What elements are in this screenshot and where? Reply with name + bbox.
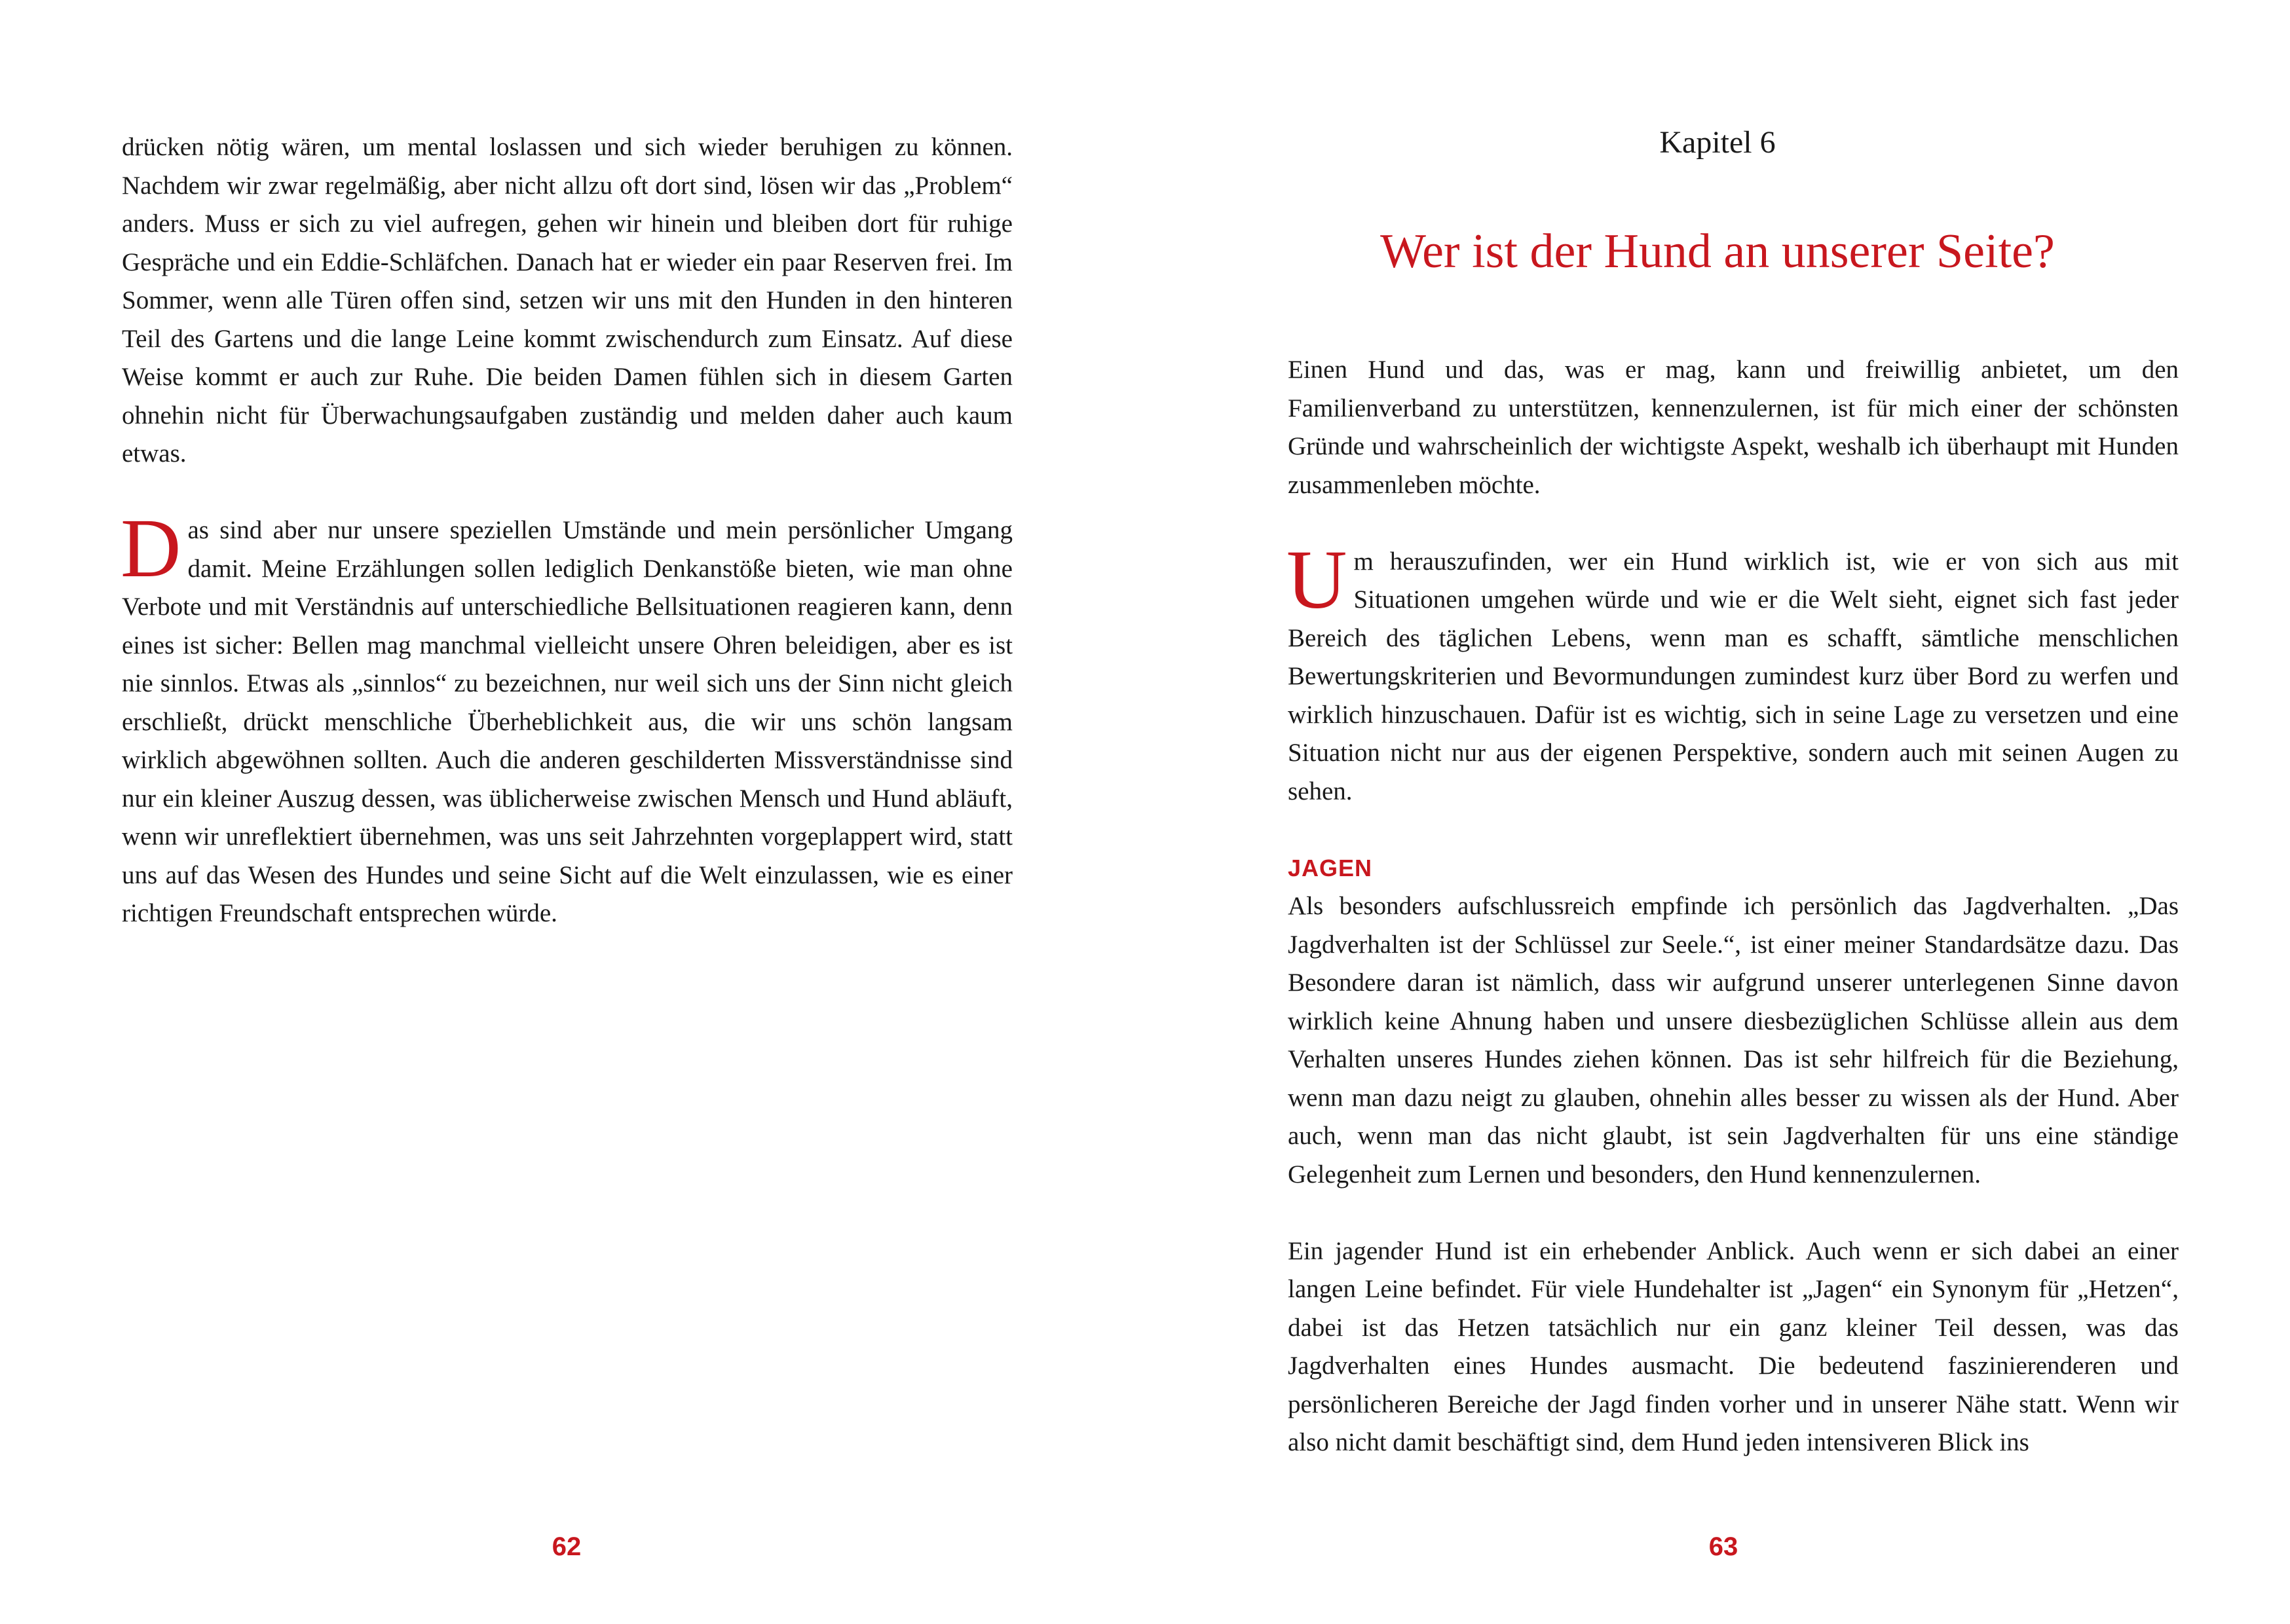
section-heading: JAGEN	[1288, 854, 1373, 881]
chapter-title: Wer ist der Hund an unserer Seite?	[1380, 225, 2055, 278]
paragraph-text: m herauszufinden, wer ein Hund wirklich ist, wie er von sich aus mit Situationen umgehen würde und wie er die Welt sieht, eignet sich fast jeder Bereich des täglichen Lebens, wenn man es schafft, sämtliche menschlichen Bewertungskriterien und Bevormundungen zumindest kurz über Bord zu werfen und wirklich hinzuschauen. Dafür ist es wichtig, sich in seine Lage zu versetzen und eine Situation nicht nur aus der eigenen Perspektive, sondern auch mit seinen Augen zu sehen.	[1288, 547, 2179, 805]
section-paragraph: Als besonders aufschlussreich empfinde ich persönlich das Jagdverhalten. „Das Jagdverhalten ist der Schlüssel zur Seele.“, ist einer meiner Standardsätze dazu. Das Besondere daran ist nämlich, dass wir aufgrund unserer unterlegenen Sinne davon wirklich keine Ahnung haben und unsere diesbezüglichen Schlüsse allein aus dem Verhalten unseres Hundes ziehen können. Das ist sehr hilfreich für die Beziehung, wenn man dazu neigt zu glauben, ohnehin alles besser zu wissen als der Hund. Aber auch, wenn man das nicht glaubt, ist sein Jagdverhalten für uns eine ständige Gelegenheit zum Lernen und besonders, den Hund kennenzulernen.	[1288, 892, 2179, 1189]
page-number: 63	[1708, 1532, 1738, 1561]
dropcap-letter: U	[1286, 532, 1347, 626]
chapter-label: Kapitel 6	[1659, 125, 1776, 160]
paragraph-continued: drücken nötig wären, um mental loslassen und sich wieder beruhigen zu können. Nachdem wir zwar regelmäßig, aber nicht allzu oft dort sind, lösen wir das „Problem“ anders. Muss er sich zu viel aufregen, gehen wir hinein und bleiben dort für ruhige Gespräche und ein Eddie-Schläfchen. Danach hat er wieder ein paar Reserven frei. Im Sommer, wenn alle Türen offen sind, setzen wir uns mit den Hunden in den hinteren Teil des Gartens und die lange Leine kommt zwischendurch zum Einsatz. Auf diese Weise kommt er auch zur Ruhe. Die beiden Damen fühlen sich in diesem Garten ohnehin nicht für Überwachungsaufgaben zuständig und melden daher auch kaum etwas.	[122, 133, 1013, 468]
intro-paragraph: Einen Hund und das, was er mag, kann und freiwillig anbietet, um den Familienverband zu unterstützen, kennenzulernen, ist für mich einer der schönsten Gründe und wahrscheinlich der wichtigste Aspekt, weshalb ich überhaupt mit Hunden zusammenleben möchte.	[1288, 356, 2179, 499]
right-page-text-column	[1288, 351, 2179, 1462]
paragraph-with-dropcap	[1286, 532, 2179, 811]
dropcap-letter: D	[121, 502, 181, 595]
paragraph-text: as sind aber nur unsere speziellen Umstände und mein persönlicher Umgang damit. Meine Erzählungen sollen lediglich Denkanstöße bieten, wie man ohne Verbote und mit Verständnis auf unterschiedliche Bellsituationen reagieren kann, denn eines ist sicher: Bellen mag manchmal vielleicht unsere Ohren beleidigen, aber es ist nie sinnlos. Etwas als „sinnlos“ zu bezeichnen, nur weil sich uns der Sinn nicht gleich erschließt, drückt menschliche Überheblichkeit aus, die wir uns schön langsam wirklich abgewöhnen sollten. Auch die anderen geschilderten Missverständnisse sind nur ein kleiner Auszug dessen, was üblicherweise zwischen Mensch und Hund abläuft, wenn wir unreflektiert übernehmen, was uns seit Jahrzehnten vorgeplappert wird, statt uns auf das Wesen des Hundes und seine Sicht auf die Welt einzulassen, wie es einer richtigen Freundschaft entsprechen würde.	[122, 516, 1013, 927]
section-paragraph: Ein jagender Hund ist ein erhebender Anblick. Auch wenn er sich dabei an einer langen Leine befindet. Für viele Hundehalter ist „Jagen“ ein Synonym für „Hetzen“, dabei ist das Hetzen tatsächlich nur ein ganz kleiner Teil dessen, was das Jagdverhalten eines Hundes ausmacht. Die bedeutend faszinierenderen und persönlicheren Bereiche der Jagd finden vorher und in unserer Nähe statt. Wenn wir also nicht damit beschäftigt sind, dem Hund jeden intensiveren Blick ins	[1288, 1236, 2179, 1456]
left-page-text-column	[122, 128, 1013, 933]
right-page	[1145, 0, 2290, 1624]
page-number: 62	[552, 1532, 582, 1561]
paragraph-with-dropcap	[121, 502, 1013, 933]
